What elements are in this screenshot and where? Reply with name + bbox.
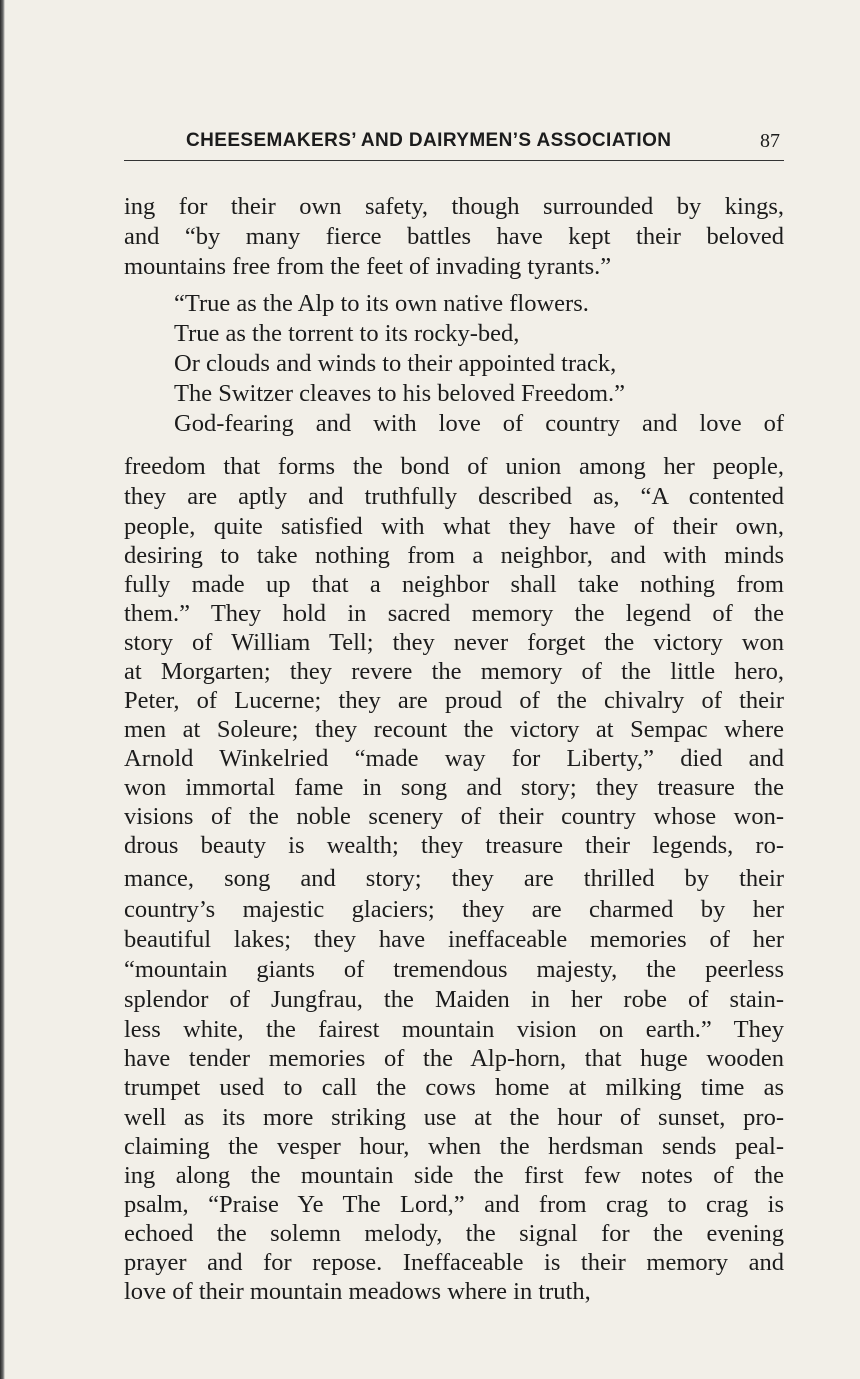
verse-line: Or clouds and winds to their appointed track, bbox=[174, 350, 617, 377]
verse-line: True as the torrent to its rocky-bed, bbox=[174, 320, 520, 347]
text-line: mountains free from the feet of invading tyrants.” bbox=[124, 253, 612, 280]
text-line: ing for their own safety, though surrounded by kings, bbox=[124, 193, 784, 220]
text-line: splendor of Jungfrau, the Maiden in her robe of stain- bbox=[124, 986, 784, 1013]
text-line: less white, the fairest mountain vision on earth.” They bbox=[124, 1016, 784, 1043]
text-line: ing along the mountain side the first few notes of the bbox=[124, 1162, 784, 1189]
text-line: have tender memories of the Alp-horn, that huge wooden bbox=[124, 1045, 784, 1072]
text-line: God-fearing and with love of country and love of bbox=[174, 410, 784, 437]
text-line: love of their mountain meadows where in truth, bbox=[124, 1278, 591, 1305]
text-line: they are aptly and truthfully described as, “A contented bbox=[124, 483, 784, 510]
text-line: well as its more striking use at the hour of sunset, pro- bbox=[124, 1104, 784, 1131]
verse-line: “True as the Alp to its own native flowers. bbox=[174, 290, 589, 317]
text-line: visions of the noble scenery of their country whose won- bbox=[124, 803, 784, 830]
text-line: and “by many fierce battles have kept their beloved bbox=[124, 223, 784, 250]
text-line: country’s majestic glaciers; they are charmed by her bbox=[124, 896, 784, 923]
header-title: CHEESEMAKERS’ AND DAIRYMEN’S ASSOCIATION bbox=[186, 130, 672, 151]
text-line: desiring to take nothing from a neighbor, and with minds bbox=[124, 542, 784, 569]
text-line: Peter, of Lucerne; they are proud of the chivalry of their bbox=[124, 687, 784, 714]
text-line: men at Soleure; they recount the victory at Sempac where bbox=[124, 716, 784, 743]
text-line: Arnold Winkelried “made way for Liberty,” died and bbox=[124, 745, 784, 772]
text-line: won immortal fame in song and story; they treasure the bbox=[124, 774, 784, 801]
text-line: echoed the solemn melody, the signal for the evening bbox=[124, 1220, 784, 1247]
text-line: claiming the vesper hour, when the herdsman sends peal- bbox=[124, 1133, 784, 1160]
verse-line: The Switzer cleaves to his beloved Freedom.” bbox=[174, 380, 626, 407]
running-header bbox=[124, 130, 784, 158]
text-line: mance, song and story; they are thrilled by their bbox=[124, 865, 784, 892]
text-line: “mountain giants of tremendous majesty, the peerless bbox=[124, 956, 784, 983]
text-line: them.” They hold in sacred memory the legend of the bbox=[124, 600, 784, 627]
text-line: beautiful lakes; they have ineffaceable memories of her bbox=[124, 926, 784, 953]
text-line: at Morgarten; they revere the memory of the little hero, bbox=[124, 658, 784, 685]
text-line: trumpet used to call the cows home at milking time as bbox=[124, 1074, 784, 1101]
book-spine-edge bbox=[0, 0, 5, 1379]
text-line: prayer and for repose. Ineffaceable is their memory and bbox=[124, 1249, 784, 1276]
text-line: story of William Tell; they never forget the victory won bbox=[124, 629, 784, 656]
text-line: freedom that forms the bond of union among her people, bbox=[124, 453, 784, 480]
page-number: 87 bbox=[760, 130, 780, 152]
text-line: fully made up that a neighbor shall take nothing from bbox=[124, 571, 784, 598]
text-line: drous beauty is wealth; they treasure their legends, ro- bbox=[124, 832, 784, 859]
text-line: people, quite satisfied with what they have of their own, bbox=[124, 513, 784, 540]
header-rule bbox=[124, 160, 784, 161]
text-line: psalm, “Praise Ye The Lord,” and from crag to crag is bbox=[124, 1191, 784, 1218]
